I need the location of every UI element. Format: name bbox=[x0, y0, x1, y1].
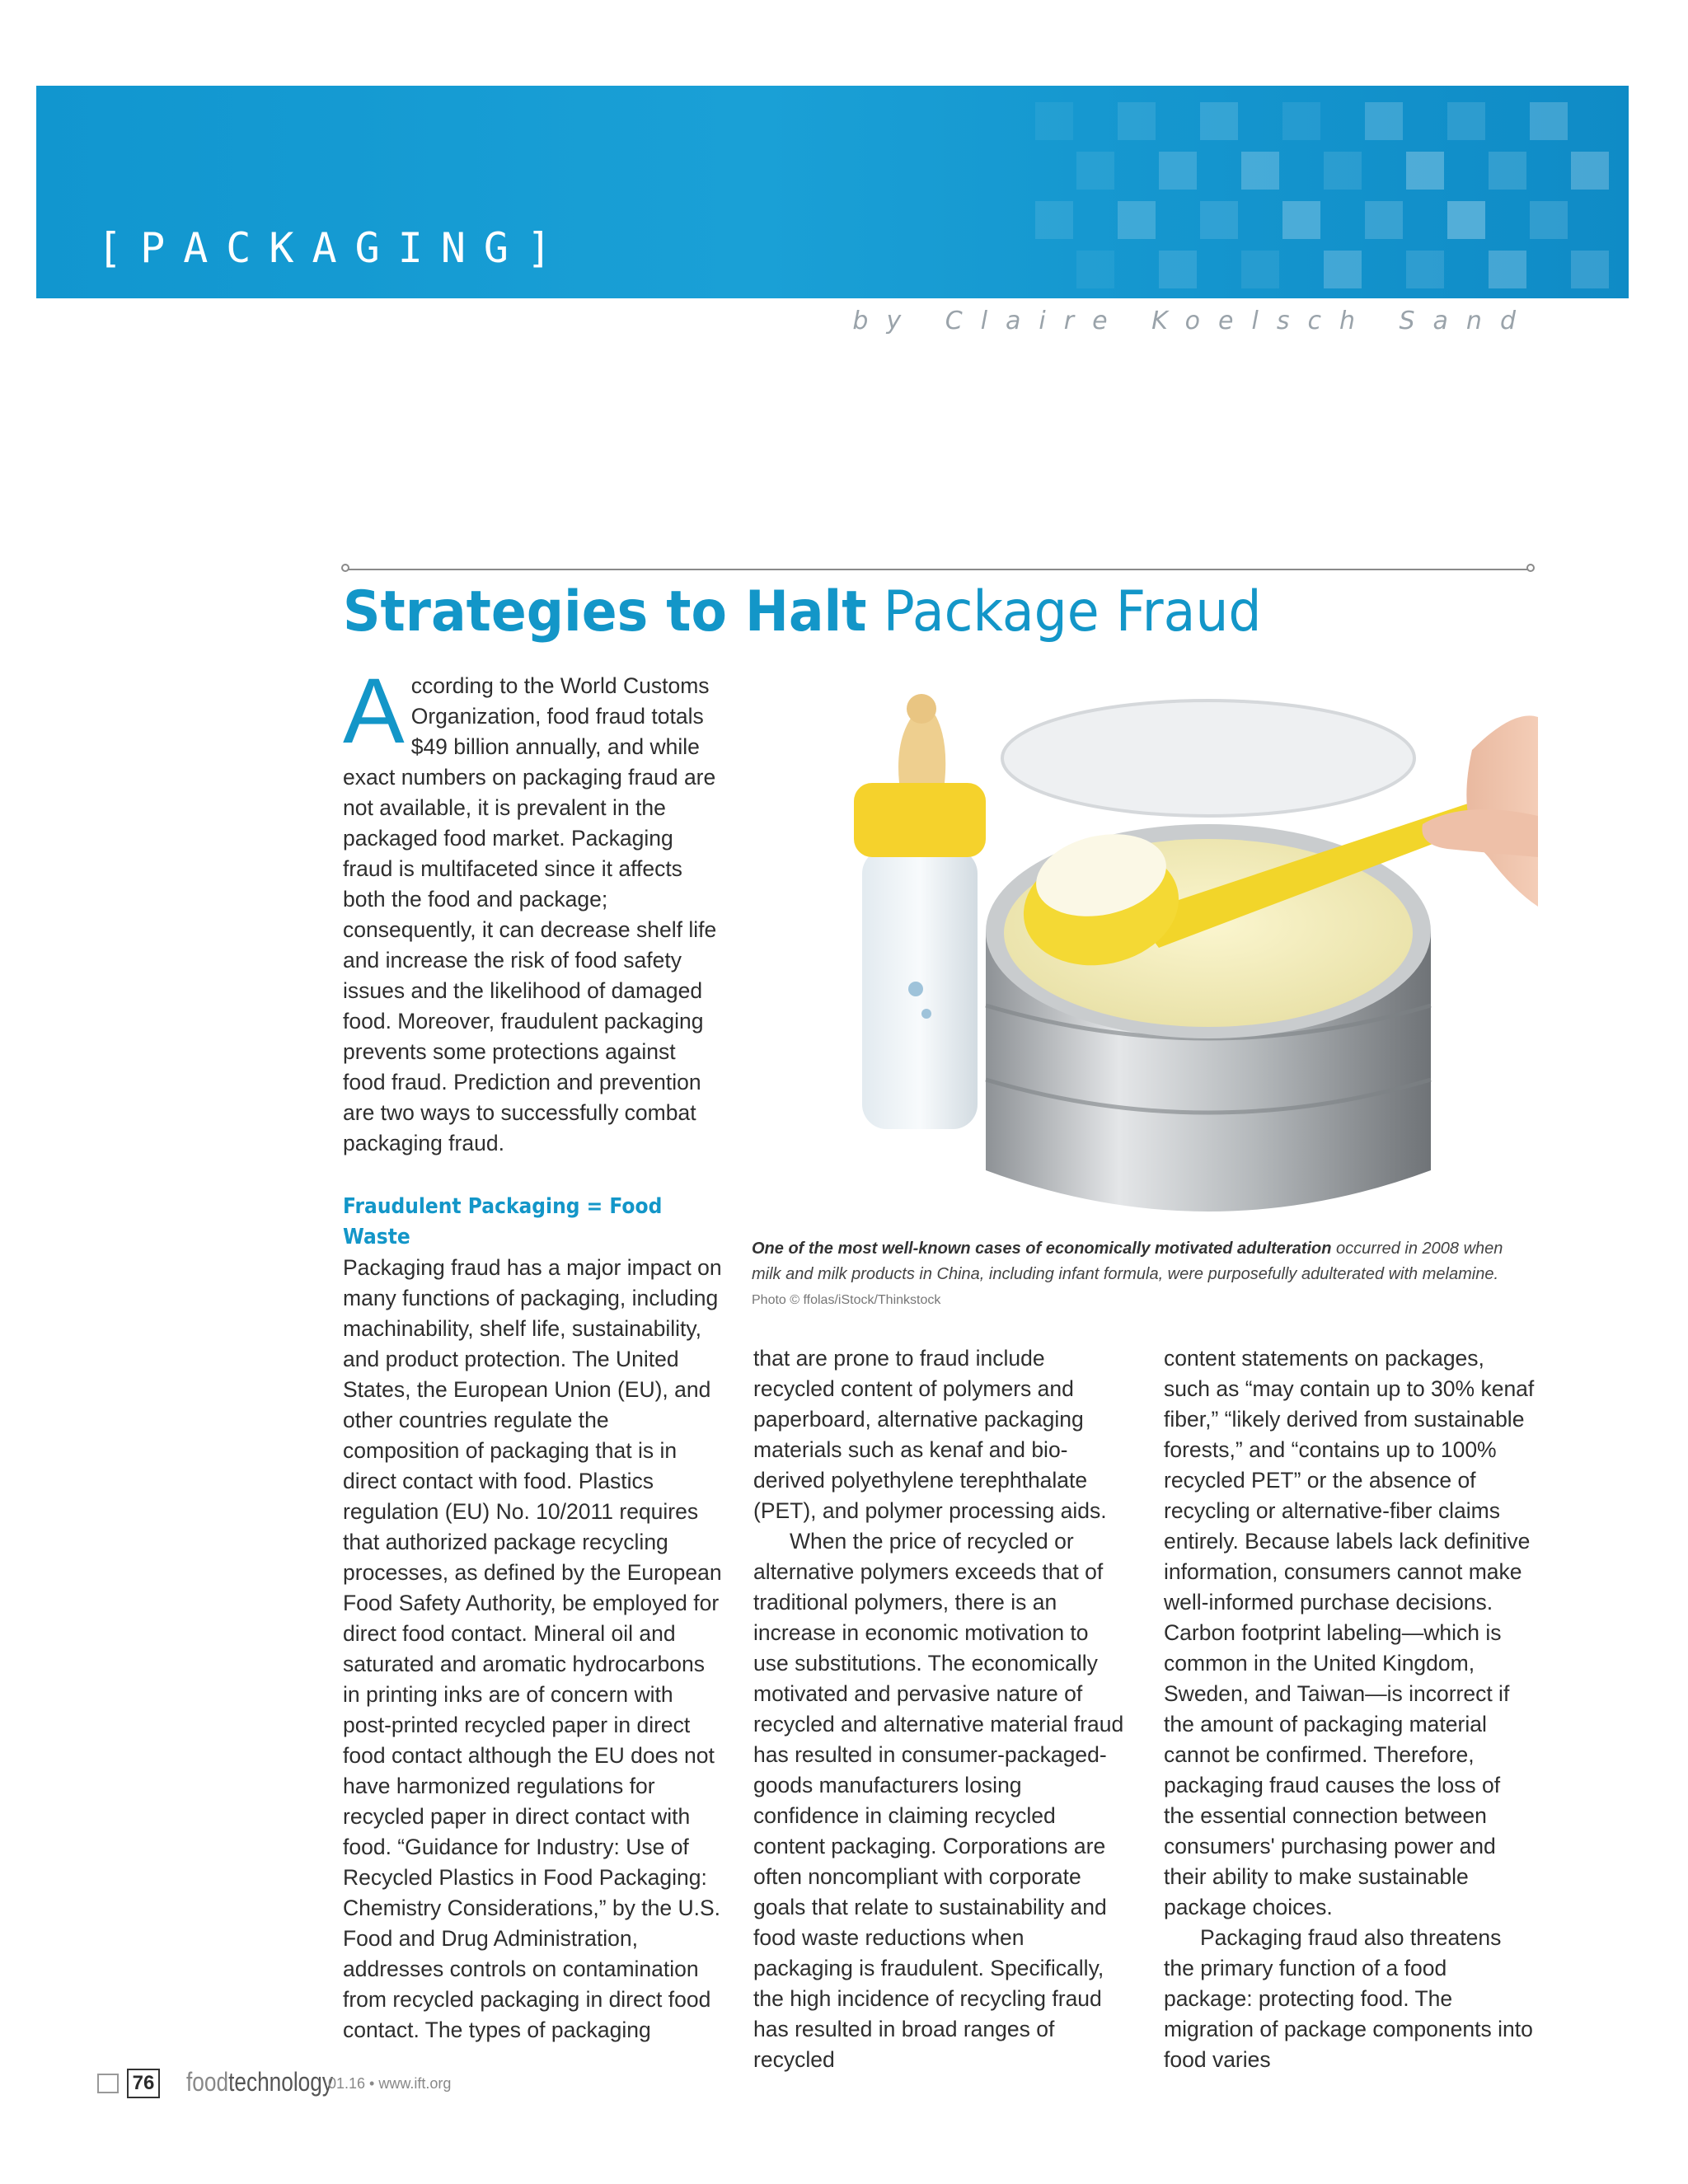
page-icon bbox=[97, 2074, 119, 2093]
column-2-paragraph-2: When the price of recycled or alternative polymers exceeds that of traditional polymers, there is an increase in economic motivation to use substitutions. The economically motivated and pervasive nature of recycled and alternative material fraud has resulted in consumer-packaged-goods manufacturers losing confidence in claiming recycled content packaging. Corporations are often noncompliant with corporate goals that relate to sustainability and food waste reductions when packaging is fraudulent. Specifically, the high incidence of recycling fraud has resulted in broad ranges of recycled bbox=[753, 1529, 1124, 2072]
column-2 bbox=[753, 1343, 1124, 2075]
column-3-paragraph-1: content statements on packages, such as “may contain up to 30% kenaf fiber,” “likely derived from sustainable forests,” and “contains up to 100% recycled PET” or the absence of recycling or alternative-fiber claims entirely. Because labels lack definitive information, consumers cannot make well-informed purchase decisions. Carbon footprint labeling—which is common in the United Kingdom, Sweden, and Taiwan—is incorrect if the amount of packaging material cannot be confirmed. Therefore, packaging fraud causes the loss of the essential connection between consumers' purchasing power and their ability to make sustainable package choices. bbox=[1164, 1346, 1535, 1919]
title-rule bbox=[345, 569, 1531, 570]
banner-tile-pattern bbox=[1002, 86, 1629, 298]
intro-paragraph bbox=[343, 659, 724, 1159]
photo-credit: Photo © ffolas/iStock/Thinkstock bbox=[752, 1293, 941, 1307]
photo-caption bbox=[752, 1236, 1526, 1313]
title-bold-part: Strategies to Halt bbox=[343, 579, 867, 644]
section-label: [PACKAGING] bbox=[97, 224, 570, 272]
article-title bbox=[343, 577, 1262, 648]
subhead-fraudulent-packaging: Fraudulent Packaging = Food Waste bbox=[343, 1194, 663, 1249]
publication-name-light: food bbox=[186, 2067, 229, 2097]
rule-end-dot-left bbox=[341, 564, 349, 572]
column-2-paragraph-1: that are prone to fraud include recycled content of polymers and paperboard, alternative packaging materials such as kenaf and bio-derived polyethylene terephthalate (PET), and polymer processing aids. bbox=[753, 1346, 1107, 1523]
column-1-body: Packaging fraud has a major impact on many functions of packaging, including machinability, shelf life, sustainability, and product protection. The United States, the European Union (EU), and other countries regulate the composition of packaging that is in direct contact with food. Plastics regulation (EU) No. 10/2011 requires that authorized package recycling processes, as defined by the European Food Safety Authority, be employed for direct food contact. Mineral oil and saturated and aromatic hydrocarbons in printing inks are of concern with post-printed recycled paper in direct food contact although the EU does not have harmonized regulations for recycled paper in direct contact with food. “Guidance for Industry: Use of Recycled Plastics in Food Packaging: Chemistry Considerations,” by the U.S. Food and Drug Administration, addresses controls on contamination from recycled packaging in direct food contact. The types of packaging bbox=[343, 1255, 722, 2042]
column-3-paragraph-2: Packaging fraud also threatens the primary function of a food package: protecting food. The migration of package components into food varies bbox=[1164, 1925, 1533, 2072]
page-number: 76 bbox=[127, 2069, 160, 2098]
article-photo bbox=[747, 659, 1538, 1225]
caption-lead: One of the most well-known cases of economically motivated adulteration bbox=[752, 1240, 1332, 1258]
caption-text: occurred in 2008 when milk and milk products in China, including infant formula, were purposefully adulterated with melamine. bbox=[752, 1240, 1503, 1283]
author-byline: by Claire Koelsch Sand bbox=[852, 307, 1534, 335]
title-regular-part: Package Fraud bbox=[883, 579, 1262, 644]
issue-info: 01.16 • www.ift.org bbox=[328, 2075, 452, 2092]
rule-end-dot-right bbox=[1526, 564, 1535, 572]
publication-name bbox=[186, 2067, 333, 2097]
infant-formula-illustration bbox=[747, 659, 1538, 1225]
column-3 bbox=[1164, 1343, 1535, 2075]
publication-name-dark: technology bbox=[228, 2067, 333, 2097]
drop-cap: A bbox=[343, 659, 405, 762]
column-1 bbox=[343, 659, 724, 2046]
intro-text: ccording to the World Customs Organization, food fraud totals $49 billion annually, and while exact numbers on packaging fraud are not available, it is prevalent in the packaged food market. Packaging fraud is multifaceted since it affects both the food and package; consequently, it can decrease shelf life and increase the risk of food safety issues and the likelihood of damaged food. Moreover, fraudulent packaging prevents some protections against food fraud. Prediction and prevention are two ways to successfully combat packaging fraud. bbox=[343, 673, 717, 1155]
